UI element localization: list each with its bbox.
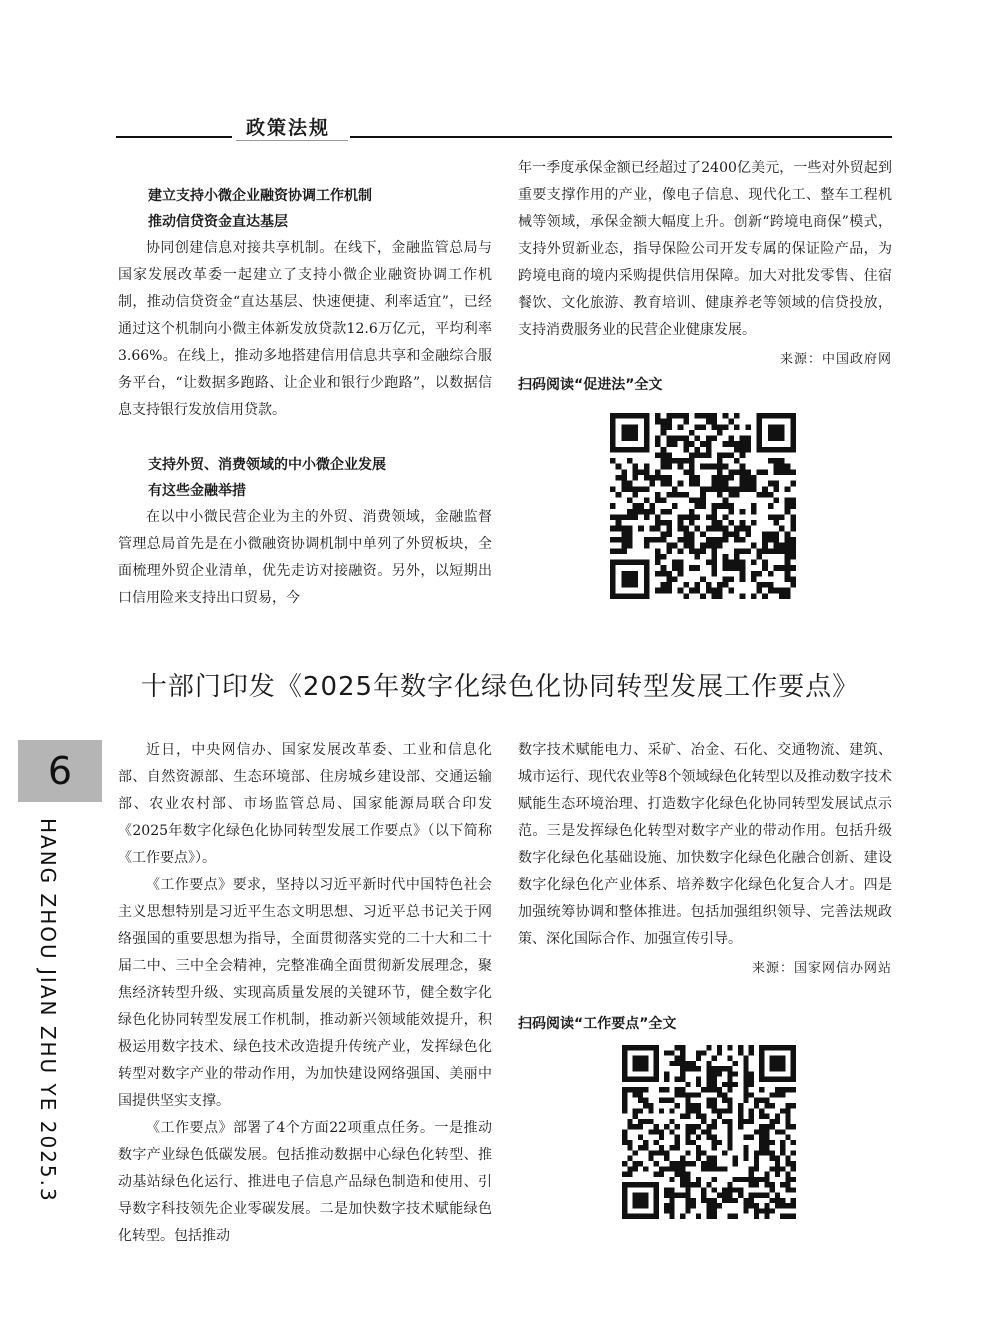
magazine-side-text: HANG ZHOU JIAN ZHU YE 2025.3 <box>36 818 60 1203</box>
paragraph-financing <box>118 235 492 424</box>
source-line: 来源：国家网信办网站 <box>751 961 892 976</box>
subheading-2-line1: 支持外贸、消费领域的中小微企业发展 <box>148 457 386 473</box>
paragraph-text: 数字技术赋能电力、采矿、冶金、石化、交通物流、建筑、城市运行、现代农业等8个领域绿色化转型以及推动数字技术赋能生态环境治理、打造数字化绿色化协同转型发展试点示范。三是发挥绿色化转型对数字产业的带动作用。包括升级数字化绿色化基础设施、加快数字化绿色化融合创新、建设数字化绿色化产业体系、培养数字化绿色化复合人才。四是加强统筹协调和整体推进。包括加强组织领导、完善法规政策、深化国际合作、加强宣传引导。 <box>518 742 892 947</box>
top-left-column <box>118 183 492 612</box>
page-number: 6 <box>18 740 102 802</box>
section-label-underline <box>236 140 348 141</box>
top-right-column <box>518 155 892 394</box>
article2-paragraph-continued <box>518 737 892 953</box>
section-label: 政策法规 <box>246 117 331 139</box>
article2-left-column <box>118 737 492 1250</box>
qr-code-promotion-law[interactable] <box>610 413 796 599</box>
header-rule-left <box>116 136 232 138</box>
qr-caption: 扫码阅读“工作要点”全文 <box>518 1016 677 1032</box>
subheading-1-line2: 推动信贷资金直达基层 <box>148 214 288 230</box>
source-line: 来源：中国政府网 <box>779 352 892 367</box>
paragraph-text: 协同创建信息对接共享机制。在线下，金融监管总局与国家发展改革委一起建立了支持小微企业融资协调工作机制，推动信贷资金“直达基层、快速便捷、利率适宜”，已经通过这个机制向小微主体新发放贷款12.6万亿元，平均利率3.66%。在线上，推动多地搭建信用信息共享和金融综合服务平台，“让数据多跑路、让企业和银行少跑路”，以数据信息支持银行发放信用贷款。 <box>118 240 492 418</box>
article2-paragraph-3: 《工作要点》部署了4个方面22项重点任务。一是推动数字产业绿色低碳发展。包括推动数据中心绿色化转型、推动基站绿色化运行、推进电子信息产品绿色制造和使用、引导数字科技领先企业零碳发展。二是加快数字技术赋能绿色化转型。包括推动 <box>118 1120 492 1244</box>
article2-right-column <box>518 737 892 1033</box>
header-rule-right <box>350 136 892 138</box>
qr-caption: 扫码阅读“促进法”全文 <box>518 377 663 393</box>
article2-paragraph-2: 《工作要点》要求，坚持以习近平新时代中国特色社会主义思想特别是习近平生态文明思想、习近平总书记关于网络强国的重要思想为指导，全面贯彻落实党的二十大和二十届二中、三中全会精神，完整准确全面贯彻新发展理念，聚焦经济转型升级、实现高质量发展的关键环节，健全数字化绿色化协同转型发展工作机制，推动新兴领域能效提升，积极运用数字技术、绿色技术改造提升传统产业，发挥绿色化转型对数字产业的带动作用，为加快建设网络强国、美丽中国提供坚实支撑。 <box>118 877 492 1109</box>
article-title: 十部门印发《2025年数字化绿色化协同转型发展工作要点》 <box>140 672 860 702</box>
paragraph-foreign-trade <box>118 504 492 612</box>
paragraph-continued <box>518 155 892 344</box>
subheading-1-line1: 建立支持小微企业融资协调工作机制 <box>148 188 372 204</box>
qr-code-work-points[interactable] <box>622 1045 796 1219</box>
subheading-2-line2: 有这些金融举措 <box>148 483 246 499</box>
article2-paragraph-1: 近日，中央网信办、国家发展改革委、工业和信息化部、自然资源部、生态环境部、住房城乡建设部、交通运输部、农业农村部、市场监管总局、国家能源局联合印发《2025年数字化绿色化协同转型发展工作要点》（以下简称《工作要点》）。 <box>118 742 492 866</box>
article-title-wrap <box>0 666 1000 703</box>
paragraph-text: 在以中小微民营企业为主的外贸、消费领域，金融监督管理总局首先是在小微融资协调机制中单列了外贸板块，全面梳理外贸企业清单，优先走访对接融资。另外，以短期出口信用险来支持出口贸易，今 <box>118 509 492 606</box>
paragraph-text: 年一季度承保金额已经超过了2400亿美元，一些对外贸起到重要支撑作用的产业，像电子信息、现代化工、整车工程机械等领域，承保金额大幅度上升。创新“跨境电商保”模式，支持外贸新业态，指导保险公司开发专属的保证险产品，为跨境电商的境内采购提供信用保障。加大对批发零售、住宿餐饮、文化旅游、教育培训、健康养老等领域的信贷投放，支持消费服务业的民营企业健康发展。 <box>518 160 892 338</box>
